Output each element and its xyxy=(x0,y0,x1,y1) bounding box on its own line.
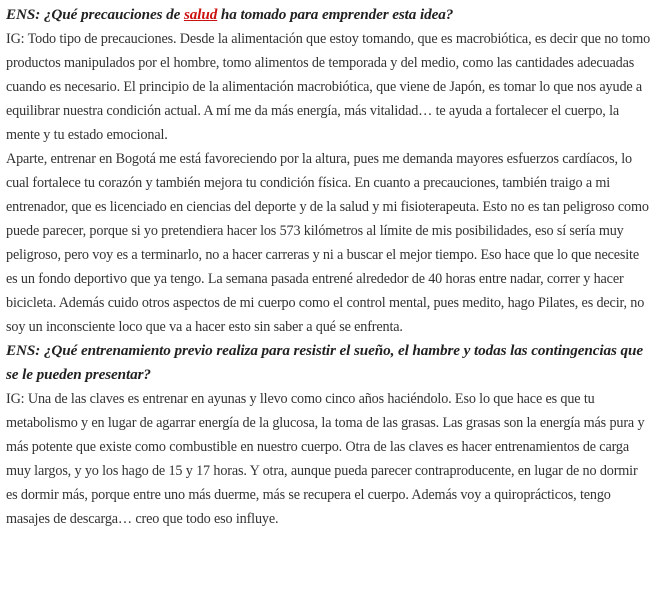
answer-1-paragraph-2: Aparte, entrenar en Bogotá me está favoreciendo por la altura, pues me demanda mayores esfuerzos cardíacos, lo cual fortalece tu corazón y también mejora tu condición física. En cuanto a precauciones, también traigo a mi entrenador, que es licenciado en ciencias del deporte y de la salud y mi fisioterapeuta. Esto no es tan peligroso como puede parecer, porque si yo pretendiera hacer los 573 kilómetros al límite de mis posibilidades, eso sí sería muy peligroso, pero voy es a terminarlo, no a hacer carreras y ni a buscar el mejor tiempo. Eso hace que lo que necesite es un fondo deportivo que ya tengo. La semana pasada entrené alrededor de 40 horas entre nadar, correr y hacer bicicleta. Además cuido otros aspectos de mi cuerpo como el control mental, pues medito, hago Pilates, es decir, no soy un inconsciente loco que va a hacer esto sin saber a qué se enfrenta. xyxy=(6,151,649,335)
salud-link[interactable]: salud xyxy=(183,6,218,23)
answer-1-paragraph-1: IG: Todo tipo de precauciones. Desde la alimentación que estoy tomando, que es macrobiótica, es decir que no tomo productos manipulados por el hombre, tomo alimentos de temporada y del medio, como las cantidades adecuadas cuando es necesario. El principio de la alimentación macrobiótica, que viene de Japón, es tomar lo que nos ayude a equilibrar nuestra condición actual. A mí me da más energía, más vitalidad… te ayuda a fortalecer el cuerpo, la mente y tu estado emocional. xyxy=(6,31,651,143)
question-1 xyxy=(6,3,652,27)
answer-2-paragraph-1: IG: Una de las claves es entrenar en ayunas y llevo como cinco años haciéndolo. Eso lo que hace es que tu metabolismo y en lugar de agarrar energía de la glucosa, la toma de las grasas. Las grasas son la energía más pura y más potente que existe como combustible en nuestro cuerpo. Otra de las claves es hacer entrenamientos de carga muy largos, y yo los hago de 15 y 17 horas. Y otra, aunque pueda parecer contraproducente, en lugar de no dormir es dormir más, porque entre uno más duerme, más se recupera el cuerpo. Además voy a quiroprácticos, tengo masajes de descarga… creo que todo eso influye. xyxy=(6,391,645,527)
question-1-after: ha tomado para emprender esta idea? xyxy=(217,6,454,23)
question-2: ENS: ¿Qué entrenamiento previo realiza para resistir el sueño, el hambre y todas las contingencias que se le pueden presentar? xyxy=(6,342,643,383)
question-1-before: ENS: ¿Qué precauciones de xyxy=(6,6,184,23)
